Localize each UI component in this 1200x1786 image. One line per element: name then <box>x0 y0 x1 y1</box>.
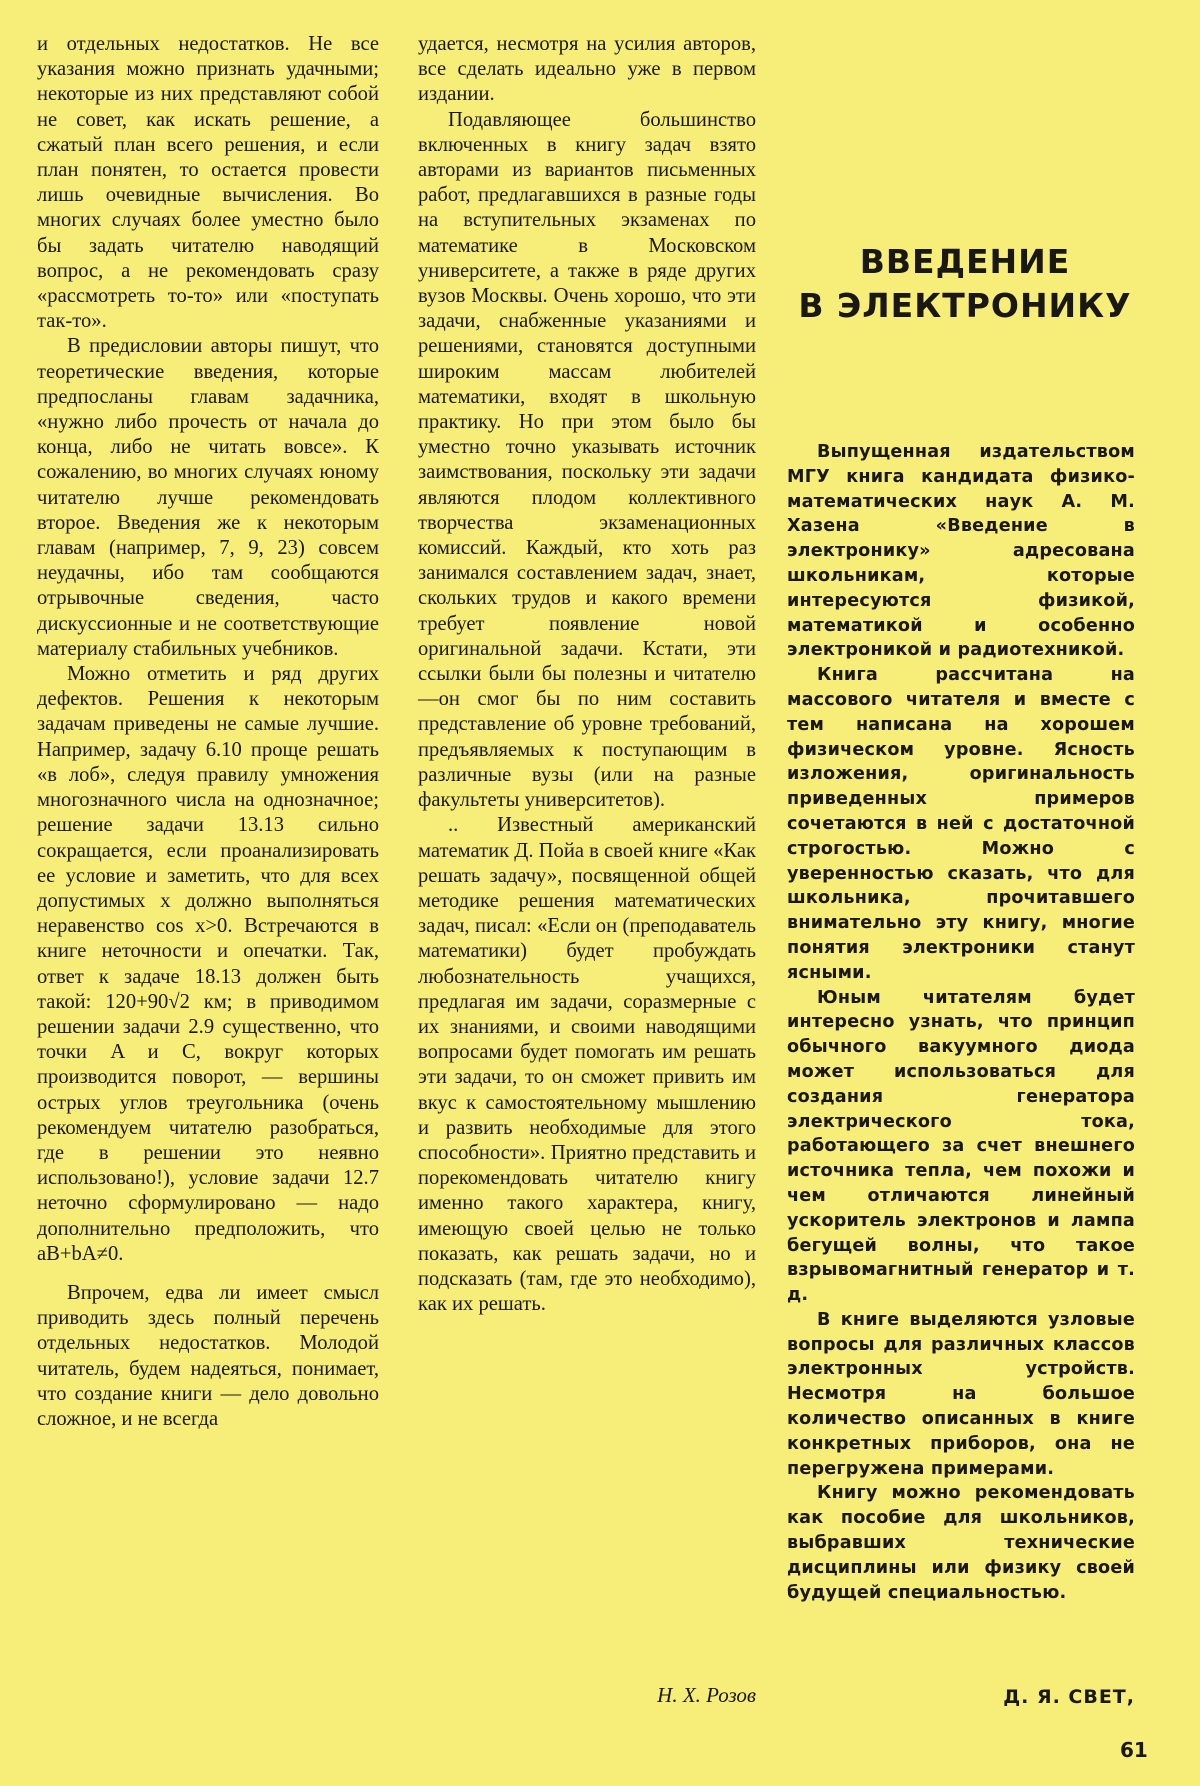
paragraph: и отдельных недостатков. Не все указания можно признать удачными; некоторые из них представляют собой не совет, как искать решение, а сжатый план всего решения, и если план понятен, то остается провести лишь очевидные вычисления. Во многих случаях более уместно было бы задать читателю наводящий вопрос, а не рекомендовать сразу «рассмотреть то-то» или «поступать так-то». <box>37 33 379 333</box>
review-title-line: ВВЕДЕНИЕ <box>859 242 1071 281</box>
paragraph: Юным читателям будет интересно узнать, что принцип обычного вакуумного диода может использоваться для создания генератора электрического тока, работающего за счет внешнего источника тепла, чем похожи и чем отличаются линейный ускоритель электронов и лампа бегущей волны, что такое взрывомагнитный генератор и т. д. <box>787 987 1135 1306</box>
page-number: 61 <box>1120 1738 1148 1762</box>
review-title <box>790 240 1140 328</box>
paragraph: удается, несмотря на усилия авторов, все сделать идеально уже в первом издании. <box>418 33 756 106</box>
paragraph: В предисловии авторы пишут, что теоретические введения, которые предпосланы главам задачника, «нужно либо прочесть от начала до конца, либо не читать вовсе». К сожалению, во многих случаях юному читателю лучше рекомендовать второе. Введения же к некоторым главам (например, 7, 9, 23) совсем неудачны, ибо там сообщаются отрывочные сведения, часто дискуссионные и не соответствующие материалу стабильных учебников. <box>37 335 379 660</box>
paragraph: Книга рассчитана на массового читателя и вместе с тем написана на хорошем физическом уровне. Ясность изложения, оригинальность приведенных примеров сочетаются в ней с достаточной строгостью. Можно с уверенностью сказать, что для школьника, прочитавшего внимательно эту книгу, многие понятия электроники станут ясными. <box>787 665 1135 983</box>
paragraph: .. Известный американский математик Д. Пойа в своей книге «Как решать задачу», посвященной общей методике решения математических задач, писал: «Если он (преподаватель математики) будет пробуждать любознательность учащихся, предлагая им задачи, соразмерные с их знаниями, и своими наводящими вопросами будет помогать им решать эти задачи, то он сможет привить им вкус к самостоятельному мышлению и развить необходимые для этого способности». Приятно представить и порекомендовать читателю книгу именно такого характера, книгу, имеющую своей целью не только показать, как решать задачи, но и подсказать (там, где это необходимо), как их решать. <box>418 814 757 1316</box>
paragraph: Подавляющее большинство включенных в книгу задач взято авторами из вариантов письменных работ, предлагавшихся в разные годы на вступительных экзаменах по математике в Московском университете, а также в ряде других вузов Москвы. Очень хорошо, что эти задачи, снабженные указаниями и решениями, становятся доступными широким массам любителей математики, входят в школьную практику. Но при этом было бы уместно точно указывать источник заимствования, поскольку эти задачи являются плодом коллективного творчества экзаменационных комиссий. Каждый, кто хоть раз занимался составлением задач, знает, скольких трудов и какого времени требует появление новой оригинальной задачи. Кстати, эти ссылки были бы полезны и читателю —он смог бы по ним составить представление об уровне требований, предъявляемых к поступающим в различные вузы (или на разные факультеты университетов). <box>418 108 756 812</box>
article-middle-column <box>418 32 756 1317</box>
paragraph: Впрочем, едва ли имеет смысл приводить здесь полный перечень отдельных недостатков. Молодой читатель, будем надеяться, понимает, что создание книги — дело довольно сложное, и не всегда <box>37 1281 379 1430</box>
review-signature: Д. Я. СВЕТ, <box>1003 1686 1135 1708</box>
paragraph: Книгу можно рекомендовать как пособие для школьников, выбравших технические дисциплины или физику своей будущей специальностью. <box>787 1483 1135 1603</box>
paragraph: Выпущенная издательством МГУ книга кандидата физико-математических наук А. М. Хазена «Введение в электронику» адресована школьникам, которые интересуются физикой, математикой и особенно электроникой и радиотехникой. <box>787 442 1135 661</box>
review-title-line: В ЭЛЕКТРОНИКУ <box>798 286 1132 325</box>
article-left-column <box>37 32 379 1432</box>
paragraph: Можно отметить и ряд других дефектов. Решения к некоторым задачам приведены не самые лучшие. Например, задачу 6.10 проще решать «в лоб», следуя правилу умножения многозначного числа на однозначное; решение задачи 13.13 сильно сокращается, если проанализировать ее условие и заметить, что для всех допустимых x должно выполняться неравенство cos x>0. Встречаются в книге неточности и опечатки. Так, ответ к задаче 18.13 должен быть такой: 120+90√2 км; в приводимом решении задачи 2.9 существенно, что точки A и C, вокруг которых производится поворот, — вершины острых углов треугольника (очень рекомендуем читателю разобраться, где в решении это неявно использовано!), условие задачи 12.7 неточно сформулировано — надо дополнительно предположить, что aB+bA≠0. <box>37 663 379 1265</box>
review-column <box>787 440 1135 1605</box>
article-signature: Н. Х. Розов <box>657 1683 756 1707</box>
paragraph: В книге выделяются узловые вопросы для различных классов электронных устройств. Несмотря на большое количество описанных в книге конкретных приборов, она не перегружена примерами. <box>787 1309 1135 1479</box>
